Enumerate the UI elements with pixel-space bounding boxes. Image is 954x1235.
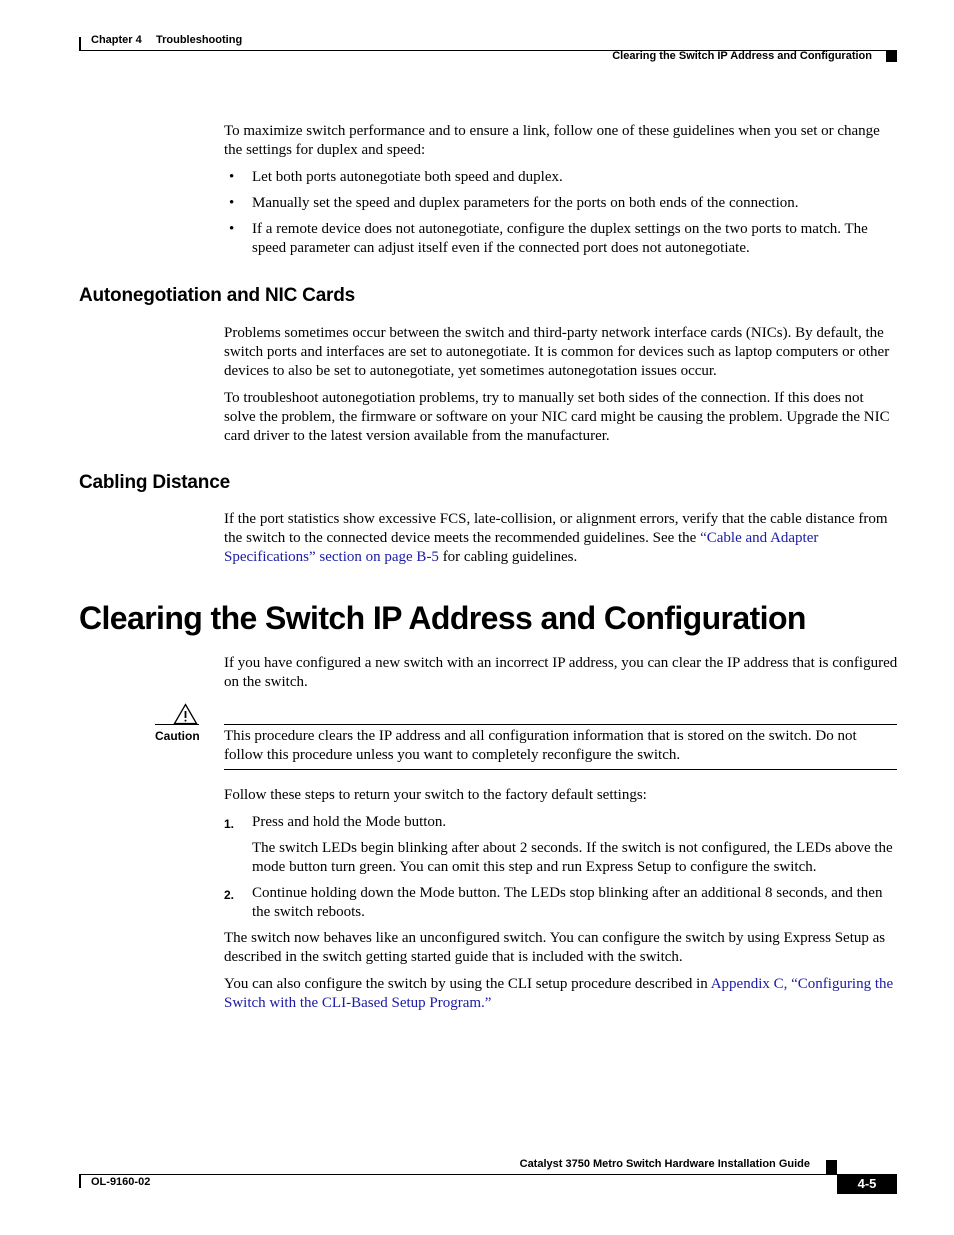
footer-doc-number: OL-9160-02	[91, 1176, 151, 1188]
autoneg-paragraph-1: Problems sometimes occur between the switch and third-party network interface cards (NICs). By default, the switch ports and interfaces are set to autonegotiate. It is common for devices such as laptop computers or other devices to also be set to autonegotiate, yet sometimes autonegotation issues occur.	[224, 325, 890, 379]
cabling-section	[224, 510, 898, 567]
caution-top-rule	[224, 724, 897, 725]
list-item: • Let both ports autonegotiate both speed and duplex.	[224, 168, 898, 187]
header-section-title: Clearing the Switch IP Address and Configuration	[612, 50, 872, 62]
cable-spec-link[interactable]: “Cable and Adapter Specifications” section on page B-5	[224, 530, 819, 565]
appendix-c-link[interactable]: Appendix C, “Configuring the Switch with the CLI-Based Setup Program.”	[224, 976, 894, 1011]
footer-guide-title: Catalyst 3750 Metro Switch Hardware Installation Guide	[519, 1158, 810, 1170]
caution-icon-rule	[155, 724, 199, 725]
step-number: 1.	[224, 817, 235, 831]
step-number: 2.	[224, 888, 235, 902]
footer-rule	[79, 1174, 897, 1175]
after-paragraph-2	[224, 975, 898, 1013]
autoneg-paragraph-2: To troubleshoot autonegotiation problems, try to manually set both sides of the connection. If this does not solve the problem, the firmware or software on your NIC card might be causing the problem. Upgrade the NIC card driver to the latest version available from the manufacturer.	[224, 390, 890, 444]
cabling-heading: Cabling Distance	[79, 472, 230, 493]
intro-section	[224, 122, 898, 265]
header-left-rule	[79, 37, 81, 51]
after-paragraph-1: The switch now behaves like an unconfigured switch. You can configure the switch by using Express Setup as described in the switch getting started guide that is included with the switch.	[224, 930, 886, 965]
header-chapter: Chapter 4	[91, 34, 142, 46]
clearing-heading: Clearing the Switch IP Address and Configuration	[79, 600, 806, 636]
steps-intro: Follow these steps to return your switch to the factory default settings:	[224, 787, 647, 803]
guideline-list	[224, 168, 898, 258]
list-item	[224, 813, 898, 877]
step-detail: The switch LEDs begin blinking after about 2 seconds. If the switch is not configured, the LEDs above the mode button turn green. You can omit this step and run Express Setup to configure the switch.	[252, 840, 893, 875]
caution-label: Caution	[155, 729, 200, 743]
page-number: 4-5	[837, 1174, 897, 1194]
caution-text: This procedure clears the IP address and all configuration information that is stored on the switch. Do not follow this procedure unless you want to completely reconfigure the switch.	[224, 728, 857, 763]
footer-marker	[826, 1160, 837, 1175]
list-item: • If a remote device does not autonegotiate, configure the duplex settings on the two ports to match. The speed parameter can adjust itself even if the connected port does not autonegotiate.	[224, 220, 898, 258]
footer-left-rule	[79, 1174, 81, 1188]
step-text: Continue holding down the Mode button. The LEDs stop blinking after an additional 8 seconds, and then the switch reboots.	[252, 885, 883, 920]
list-item: • Manually set the speed and duplex parameters for the ports on both ends of the connection.	[224, 194, 898, 213]
clearing-intro: If you have configured a new switch with an incorrect IP address, you can clear the IP address that is configured on the switch.	[224, 655, 898, 690]
autoneg-section	[224, 324, 898, 446]
after-text-before: You can also configure the switch by using the CLI setup procedure described in	[224, 976, 711, 992]
warning-triangle-icon	[173, 703, 198, 725]
cabling-text-after: for cabling guidelines.	[438, 549, 578, 565]
cabling-text-before: If the port statistics show excessive FCS, late-collision, or alignment errors, verify that the cable distance from the switch to the connected device meets the recommended guidelines. See the	[224, 511, 888, 546]
header-marker	[886, 51, 897, 62]
step-text: Press and hold the Mode button.	[252, 814, 447, 830]
header-chapter-title: Troubleshooting	[156, 34, 243, 46]
step-list	[224, 813, 898, 1013]
caution-bottom-rule	[224, 769, 897, 770]
intro-paragraph: To maximize switch performance and to ensure a link, follow one of these guidelines when you set or change the settings for duplex and speed:	[224, 123, 880, 158]
list-item	[224, 884, 898, 922]
cabling-paragraph	[224, 510, 898, 567]
autoneg-heading: Autonegotiation and NIC Cards	[79, 285, 356, 306]
